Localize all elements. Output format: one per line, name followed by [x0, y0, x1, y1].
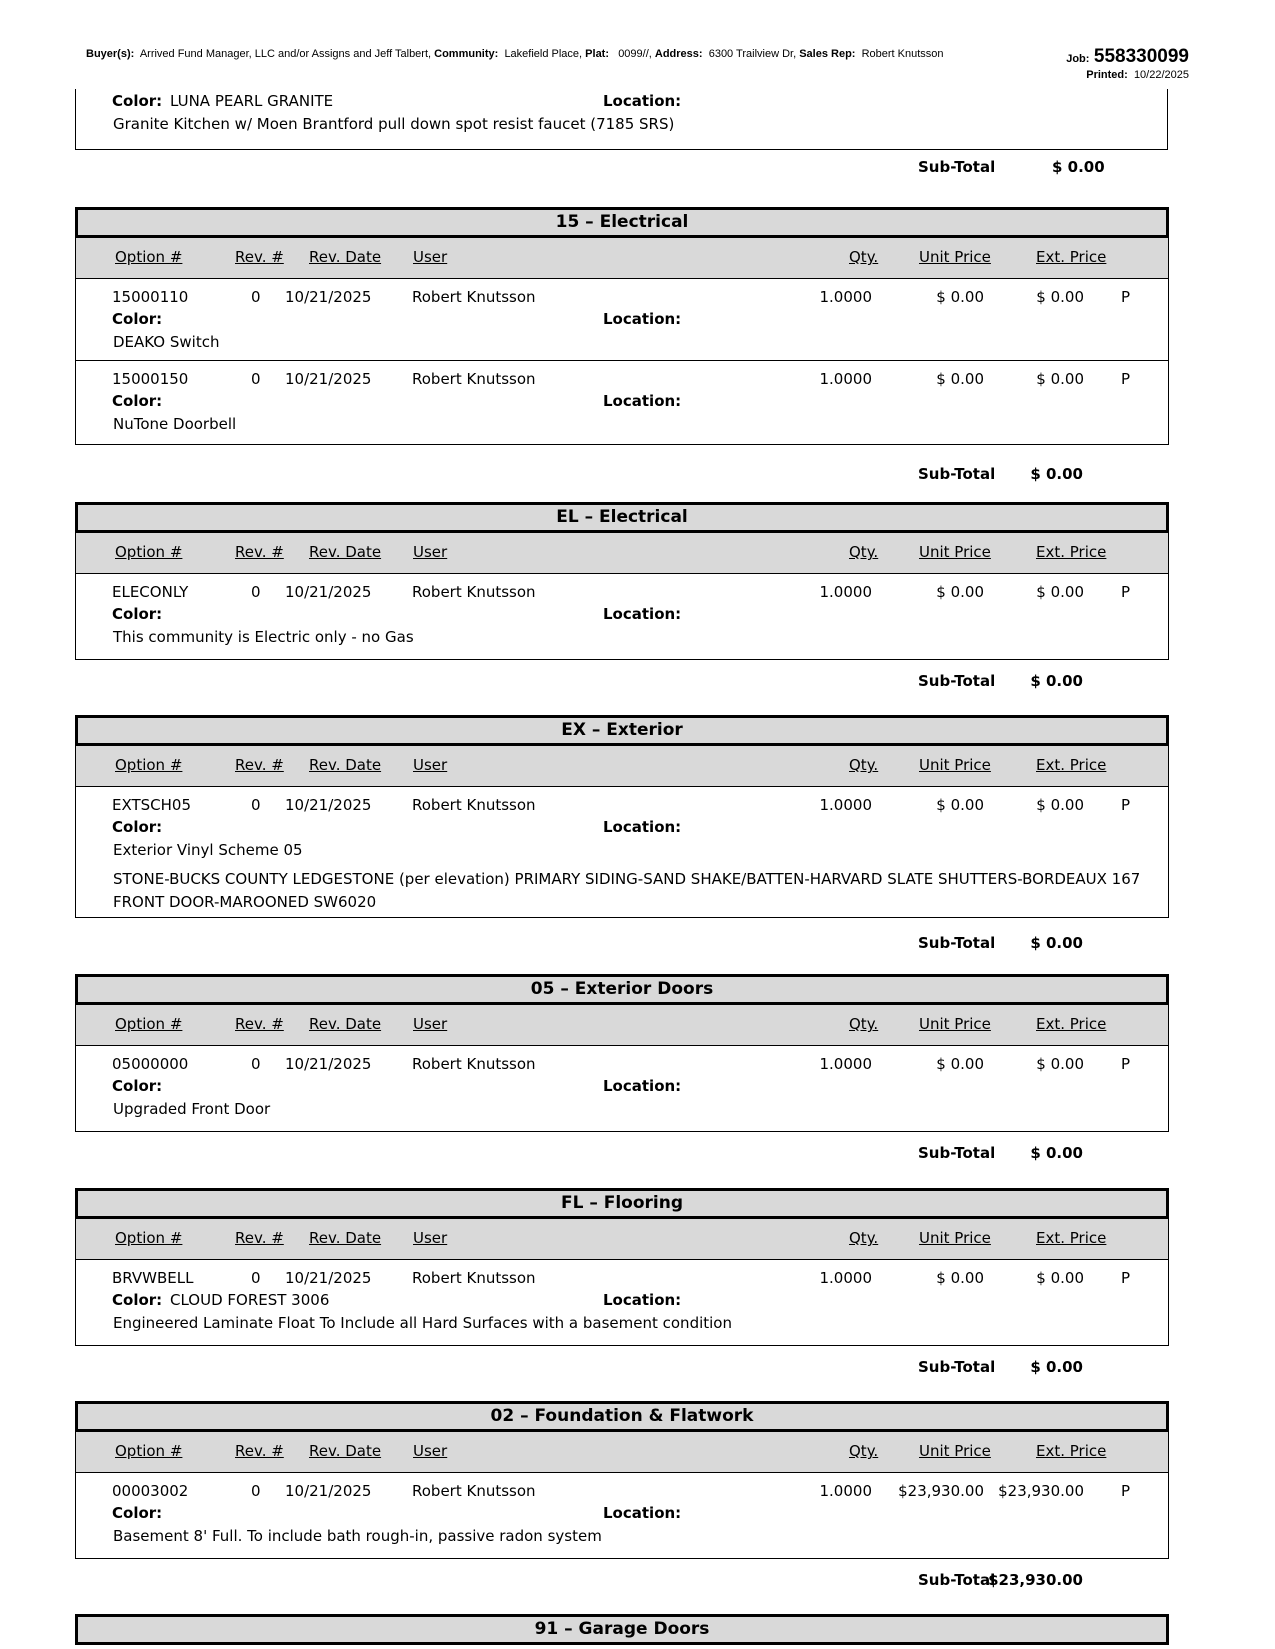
- column-header-user: User: [413, 1015, 448, 1033]
- revision-number: 0: [251, 288, 261, 306]
- revision-number: 0: [251, 1055, 261, 1073]
- option-rows: [75, 279, 1169, 445]
- section-title: 05 – Exterior Doors: [75, 974, 1169, 1005]
- column-header-ext-price: Ext. Price: [1036, 248, 1107, 266]
- subtotal-value: $ 0.00: [1030, 1358, 1083, 1376]
- column-header-rev: Rev. #: [235, 1015, 284, 1033]
- color-value: LUNA PEARL GRANITE: [170, 92, 334, 110]
- column-header-rev-date: Rev. Date: [309, 1229, 382, 1247]
- printed-date: 10/22/2025: [1133, 69, 1189, 81]
- column-header-row: [75, 1219, 1169, 1260]
- unit-price: $ 0.00: [936, 288, 984, 306]
- unit-price: $ 0.00: [936, 1269, 984, 1287]
- ext-price: $ 0.00: [1036, 796, 1084, 814]
- column-header-rev-date: Rev. Date: [309, 248, 382, 266]
- column-header-ext-price: Ext. Price: [1036, 1442, 1107, 1460]
- option-row: [75, 361, 1169, 445]
- subtotal-label: Sub-Total: [918, 672, 996, 690]
- column-header-qty: Qty.: [849, 756, 879, 774]
- column-header-user: User: [413, 543, 448, 561]
- user-name: Robert Knutsson: [412, 1482, 536, 1500]
- section-title: 15 – Electrical: [75, 207, 1169, 238]
- ext-price: $ 0.00: [1036, 1055, 1084, 1073]
- revision-date: 10/21/2025: [285, 1055, 372, 1073]
- column-header-rev: Rev. #: [235, 248, 284, 266]
- column-header-option: Option #: [115, 1442, 183, 1460]
- location-label: Location:: [603, 1291, 682, 1309]
- option-row: [75, 1473, 1169, 1559]
- subtotal-label: Sub-Total: [918, 465, 996, 483]
- job-info: [1066, 46, 1189, 82]
- quantity: 1.0000: [819, 370, 872, 388]
- column-header-rev: Rev. #: [235, 756, 284, 774]
- column-header-unit-price: Unit Price: [919, 543, 991, 561]
- ext-price: $ 0.00: [1036, 370, 1084, 388]
- buyers-value: Arrived Fund Manager, LLC and/or Assigns and Jeff Talbert,: [139, 48, 432, 60]
- color-label: Color:: [112, 310, 163, 328]
- document-header: [86, 47, 1016, 61]
- color-value: CLOUD FOREST 3006: [170, 1291, 330, 1309]
- pricing-flag: P: [1121, 796, 1131, 814]
- column-header-unit-price: Unit Price: [919, 1442, 991, 1460]
- location-label: Location:: [603, 818, 682, 836]
- section-title: 02 – Foundation & Flatwork: [75, 1401, 1169, 1432]
- row-description-detail-2: FRONT DOOR-MAROONED SW6020: [113, 893, 377, 911]
- color-label: Color:: [112, 1291, 163, 1309]
- column-header-qty: Qty.: [849, 1015, 879, 1033]
- location-label: Location:: [603, 92, 682, 110]
- column-header-rev: Rev. #: [235, 1442, 284, 1460]
- column-header-qty: Qty.: [849, 1442, 879, 1460]
- sales-rep-value: Robert Knutsson: [861, 48, 944, 60]
- option-number: 00003002: [112, 1482, 189, 1500]
- ext-price: $23,930.00: [998, 1482, 1084, 1500]
- revision-number: 0: [251, 1482, 261, 1500]
- section-title: EX – Exterior: [75, 715, 1169, 746]
- sales-rep-label: Sales Rep:: [799, 48, 856, 60]
- option-number: 15000150: [112, 370, 189, 388]
- revision-number: 0: [251, 583, 261, 601]
- revision-date: 10/21/2025: [285, 370, 372, 388]
- unit-price: $ 0.00: [936, 583, 984, 601]
- column-header-unit-price: Unit Price: [919, 248, 991, 266]
- quantity: 1.0000: [819, 583, 872, 601]
- color-label: Color:: [112, 1077, 163, 1095]
- plat-value: 0099//,: [618, 48, 652, 60]
- column-header-option: Option #: [115, 756, 183, 774]
- unit-price: $ 0.00: [936, 370, 984, 388]
- quantity: 1.0000: [819, 288, 872, 306]
- continuation-row: [75, 89, 1168, 150]
- ext-price: $ 0.00: [1036, 288, 1084, 306]
- section-title: FL – Flooring: [75, 1188, 1169, 1219]
- job-number: 558330099: [1093, 46, 1189, 67]
- revision-number: 0: [251, 796, 261, 814]
- column-header-option: Option #: [115, 543, 183, 561]
- color-label: Color:: [112, 92, 163, 110]
- column-header-rev-date: Rev. Date: [309, 1442, 382, 1460]
- subtotal-label: Sub-Total: [918, 934, 996, 952]
- row-description: Upgraded Front Door: [113, 1100, 271, 1118]
- quantity: 1.0000: [819, 1482, 872, 1500]
- subtotal-value: $ 0.00: [1030, 934, 1083, 952]
- revision-number: 0: [251, 370, 261, 388]
- option-rows: [75, 1473, 1169, 1559]
- location-label: Location:: [603, 605, 682, 623]
- color-label: Color:: [112, 1504, 163, 1522]
- column-header-qty: Qty.: [849, 248, 879, 266]
- pricing-flag: P: [1121, 1055, 1131, 1073]
- option-number: EXTSCH05: [112, 796, 192, 814]
- color-label: Color:: [112, 605, 163, 623]
- option-number: 15000110: [112, 288, 189, 306]
- row-description: DEAKO Switch: [113, 333, 220, 351]
- row-description: Engineered Laminate Float To Include all Hard Surfaces with a basement condition: [113, 1314, 732, 1332]
- user-name: Robert Knutsson: [412, 583, 536, 601]
- column-header-row: [75, 533, 1169, 574]
- revision-date: 10/21/2025: [285, 796, 372, 814]
- section-title: EL – Electrical: [75, 502, 1169, 533]
- row-description: NuTone Doorbell: [113, 415, 237, 433]
- row-description: Basement 8' Full. To include bath rough-in, passive radon system: [113, 1527, 602, 1545]
- buyers-label: Buyer(s):: [86, 48, 135, 60]
- option-row: [75, 574, 1169, 660]
- option-number: BRVWBELL: [112, 1269, 194, 1287]
- option-row: [75, 1046, 1169, 1132]
- plat-label: Plat:: [585, 48, 610, 60]
- column-header-user: User: [413, 248, 448, 266]
- job-label: Job:: [1066, 53, 1090, 65]
- unit-price: $ 0.00: [936, 796, 984, 814]
- row-description: This community is Electric only - no Gas: [113, 628, 414, 646]
- column-header-option: Option #: [115, 1229, 183, 1247]
- printed-label: Printed:: [1086, 69, 1128, 81]
- column-header-qty: Qty.: [849, 1229, 879, 1247]
- subtotal-label: Sub-Total: [918, 1358, 996, 1376]
- row-description: Granite Kitchen w/ Moen Brantford pull down spot resist faucet (7185 SRS): [113, 115, 675, 133]
- option-rows: [75, 574, 1169, 660]
- address-label: Address:: [654, 48, 703, 60]
- user-name: Robert Knutsson: [412, 288, 536, 306]
- subtotal-value: $23,930.00: [988, 1571, 1083, 1589]
- address-value: 6300 Trailview Dr,: [708, 48, 797, 60]
- location-label: Location:: [603, 1504, 682, 1522]
- pricing-flag: P: [1121, 583, 1131, 601]
- subtotal-label: Sub-Total: [918, 1144, 996, 1162]
- row-description: Exterior Vinyl Scheme 05: [113, 841, 303, 859]
- pricing-flag: P: [1121, 1482, 1131, 1500]
- column-header-unit-price: Unit Price: [919, 1015, 991, 1033]
- subtotal-value: $ 0.00: [1030, 672, 1083, 690]
- column-header-user: User: [413, 1229, 448, 1247]
- unit-price: $23,930.00: [898, 1482, 984, 1500]
- revision-date: 10/21/2025: [285, 1269, 372, 1287]
- user-name: Robert Knutsson: [412, 796, 536, 814]
- community-value: Lakefield Place,: [504, 48, 583, 60]
- ext-price: $ 0.00: [1036, 1269, 1084, 1287]
- column-header-rev-date: Rev. Date: [309, 1015, 382, 1033]
- revision-date: 10/21/2025: [285, 288, 372, 306]
- option-row: [75, 279, 1169, 361]
- user-name: Robert Knutsson: [412, 1055, 536, 1073]
- column-header-row: [75, 1432, 1169, 1473]
- option-row: [75, 787, 1169, 918]
- column-header-user: User: [413, 756, 448, 774]
- quantity: 1.0000: [819, 1269, 872, 1287]
- column-header-row: [75, 1005, 1169, 1046]
- column-header-option: Option #: [115, 1015, 183, 1033]
- quantity: 1.0000: [819, 796, 872, 814]
- column-header-rev-date: Rev. Date: [309, 543, 382, 561]
- subtotal-label: Sub-Total: [918, 1571, 996, 1589]
- column-header-rev: Rev. #: [235, 1229, 284, 1247]
- column-header-ext-price: Ext. Price: [1036, 1015, 1107, 1033]
- revision-number: 0: [251, 1269, 261, 1287]
- option-number: ELECONLY: [112, 583, 189, 601]
- color-label: Color:: [112, 818, 163, 836]
- location-label: Location:: [603, 392, 682, 410]
- pricing-flag: P: [1121, 370, 1131, 388]
- color-label: Color:: [112, 392, 163, 410]
- column-header-option: Option #: [115, 248, 183, 266]
- community-label: Community:: [434, 48, 499, 60]
- column-header-row: [75, 238, 1169, 279]
- revision-date: 10/21/2025: [285, 583, 372, 601]
- section-title: 91 – Garage Doors: [75, 1614, 1169, 1645]
- column-header-qty: Qty.: [849, 543, 879, 561]
- location-label: Location:: [603, 310, 682, 328]
- option-number: 05000000: [112, 1055, 189, 1073]
- location-label: Location:: [603, 1077, 682, 1095]
- column-header-rev: Rev. #: [235, 543, 284, 561]
- column-header-rev-date: Rev. Date: [309, 756, 382, 774]
- column-header-ext-price: Ext. Price: [1036, 1229, 1107, 1247]
- option-row: [75, 1260, 1169, 1346]
- column-header-unit-price: Unit Price: [919, 756, 991, 774]
- user-name: Robert Knutsson: [412, 370, 536, 388]
- row-description-detail: STONE-BUCKS COUNTY LEDGESTONE (per elevation) PRIMARY SIDING-SAND SHAKE/BATTEN-HARVARD SLATE SHUTTERS-BORDEAUX 167: [113, 870, 1141, 888]
- subtotal-value: $ 0.00: [1052, 158, 1105, 176]
- column-header-row: [75, 746, 1169, 787]
- option-rows: [75, 1046, 1169, 1132]
- subtotal-value: $ 0.00: [1030, 1144, 1083, 1162]
- subtotal-value: $ 0.00: [1030, 465, 1083, 483]
- revision-date: 10/21/2025: [285, 1482, 372, 1500]
- unit-price: $ 0.00: [936, 1055, 984, 1073]
- pricing-flag: P: [1121, 288, 1131, 306]
- pricing-flag: P: [1121, 1269, 1131, 1287]
- subtotal-label: Sub-Total: [918, 158, 996, 176]
- quantity: 1.0000: [819, 1055, 872, 1073]
- option-rows: [75, 787, 1169, 918]
- option-rows: [75, 1260, 1169, 1346]
- column-header-ext-price: Ext. Price: [1036, 543, 1107, 561]
- column-header-ext-price: Ext. Price: [1036, 756, 1107, 774]
- column-header-unit-price: Unit Price: [919, 1229, 991, 1247]
- ext-price: $ 0.00: [1036, 583, 1084, 601]
- user-name: Robert Knutsson: [412, 1269, 536, 1287]
- column-header-user: User: [413, 1442, 448, 1460]
